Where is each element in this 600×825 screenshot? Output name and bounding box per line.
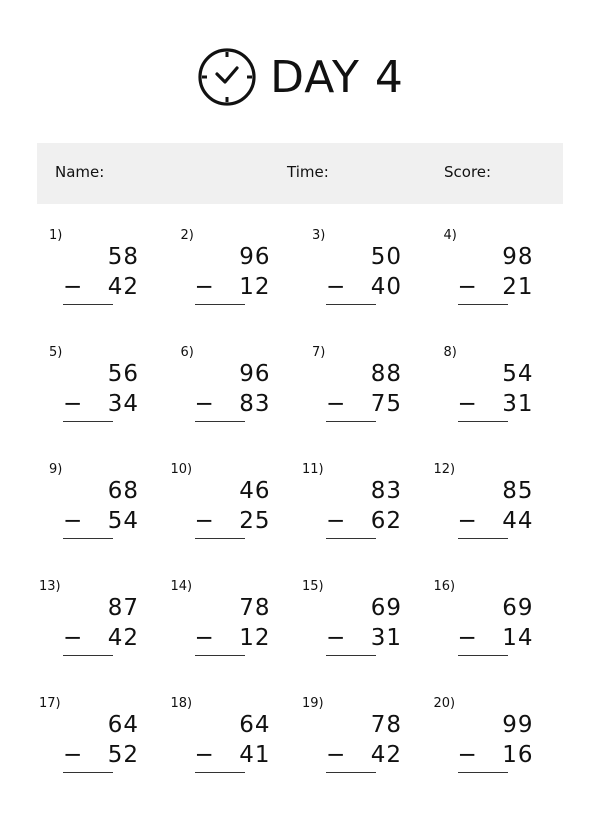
minus-sign: − [457,742,478,768]
subtrahend-line [458,625,534,651]
problem-row [37,696,563,813]
minus-sign: − [326,742,347,768]
minus-sign: − [457,508,478,534]
subtrahend-line [63,508,139,534]
page-header [0,42,600,112]
problem-8 [432,345,564,462]
name-label: Name: [55,163,105,181]
minuend: 78 [239,595,271,621]
problem-number: 20) [433,696,456,711]
score-label: Score: [444,163,492,181]
problem-4 [432,228,564,345]
subtrahend-line [63,742,139,768]
minuend: 78 [370,712,402,738]
answer-line [458,421,508,422]
minuend: 96 [239,361,271,387]
minuend: 50 [370,244,402,270]
problem-number: 18) [170,696,193,711]
subtrahend-line [195,508,271,534]
answer-line [326,772,376,773]
problem-17 [37,696,169,813]
minuend: 99 [502,712,534,738]
subtrahend-line [326,742,402,768]
problem-number: 2) [180,228,194,243]
answer-line [63,655,113,656]
subtrahend: 42 [107,274,139,300]
problem-row [37,228,563,345]
minus-sign: − [194,274,215,300]
problem-row [37,579,563,696]
minuend: 68 [107,478,139,504]
problem-number: 5) [49,345,63,360]
problem-6 [169,345,301,462]
problem-1 [37,228,169,345]
problem-number: 13) [39,579,61,594]
subtrahend-line [195,625,271,651]
answer-line [326,304,376,305]
subtrahend-line [458,274,534,300]
subtrahend-line [458,742,534,768]
answer-line [458,304,508,305]
subtrahend-line [458,391,534,417]
minus-sign: − [63,274,84,300]
subtrahend: 12 [239,274,271,300]
minuend: 96 [239,244,271,270]
minus-sign: − [63,508,84,534]
minuend: 64 [239,712,271,738]
subtrahend: 21 [502,274,534,300]
subtrahend-line [195,742,271,768]
minus-sign: − [326,391,347,417]
subtrahend-line [63,625,139,651]
problem-7 [300,345,432,462]
problem-number: 9) [49,462,63,477]
subtrahend-line [195,274,271,300]
problem-number: 11) [302,462,324,477]
problem-number: 8) [443,345,457,360]
minuend: 69 [370,595,402,621]
subtrahend-line [326,508,402,534]
problem-number: 6) [180,345,194,360]
minus-sign: − [326,625,347,651]
minus-sign: − [457,274,478,300]
subtrahend: 42 [370,742,402,768]
problem-16 [432,579,564,696]
subtrahend: 52 [107,742,139,768]
answer-line [63,421,113,422]
problem-19 [300,696,432,813]
problem-number: 3) [312,228,326,243]
answer-line [326,538,376,539]
subtrahend-line [326,625,402,651]
answer-line [195,772,245,773]
subtrahend: 83 [239,391,271,417]
subtrahend: 44 [502,508,534,534]
problem-13 [37,579,169,696]
minuend: 88 [370,361,402,387]
subtrahend: 34 [107,391,139,417]
problem-number: 14) [170,579,193,594]
answer-line [195,304,245,305]
minus-sign: − [194,508,215,534]
minuend: 64 [107,712,139,738]
answer-line [63,304,113,305]
subtrahend: 41 [239,742,271,768]
subtrahend-line [63,391,139,417]
minus-sign: − [194,742,215,768]
minus-sign: − [457,625,478,651]
problem-number: 1) [49,228,63,243]
subtrahend: 31 [370,625,402,651]
answer-line [195,421,245,422]
problem-row [37,345,563,462]
problem-20 [432,696,564,813]
subtrahend: 16 [502,742,534,768]
subtrahend-line [326,391,402,417]
problem-number: 10) [170,462,193,477]
minuend: 46 [239,478,271,504]
minuend: 58 [107,244,139,270]
subtrahend-line [458,508,534,534]
answer-line [326,421,376,422]
problem-number: 12) [433,462,456,477]
minuend: 54 [502,361,534,387]
problem-2 [169,228,301,345]
minus-sign: − [63,742,84,768]
problem-3 [300,228,432,345]
subtrahend: 31 [502,391,534,417]
page-title: DAY 4 [270,51,404,103]
subtrahend: 75 [370,391,402,417]
subtrahend: 25 [239,508,271,534]
minus-sign: − [194,391,215,417]
answer-line [458,538,508,539]
subtrahend-line [326,274,402,300]
minus-sign: − [194,625,215,651]
problem-5 [37,345,169,462]
problem-10 [169,462,301,579]
problem-number: 16) [433,579,456,594]
problem-number: 15) [302,579,324,594]
subtrahend: 42 [107,625,139,651]
minuend: 83 [370,478,402,504]
minuend: 87 [107,595,139,621]
problem-12 [432,462,564,579]
problem-number: 17) [39,696,61,711]
minuend: 98 [502,244,534,270]
subtrahend: 12 [239,625,271,651]
subtrahend: 62 [370,508,402,534]
problem-number: 19) [302,696,324,711]
minus-sign: − [326,508,347,534]
problem-14 [169,579,301,696]
subtrahend-line [195,391,271,417]
minuend: 85 [502,478,534,504]
answer-line [326,655,376,656]
answer-line [63,772,113,773]
problem-11 [300,462,432,579]
problem-18 [169,696,301,813]
subtrahend: 14 [502,625,534,651]
subtrahend-line [63,274,139,300]
time-label: Time: [287,163,329,181]
answer-line [195,538,245,539]
problem-15 [300,579,432,696]
problem-row [37,462,563,579]
minuend: 56 [107,361,139,387]
problem-grid [37,228,563,813]
problem-number: 4) [443,228,457,243]
minus-sign: − [63,391,84,417]
answer-line [458,655,508,656]
answer-line [63,538,113,539]
clock-icon [196,46,258,108]
answer-line [458,772,508,773]
minus-sign: − [326,274,347,300]
problem-number: 7) [312,345,326,360]
answer-line [195,655,245,656]
subtrahend: 40 [370,274,402,300]
info-bar [37,143,563,204]
minuend: 69 [502,595,534,621]
minus-sign: − [63,625,84,651]
minus-sign: − [457,391,478,417]
problem-9 [37,462,169,579]
subtrahend: 54 [107,508,139,534]
